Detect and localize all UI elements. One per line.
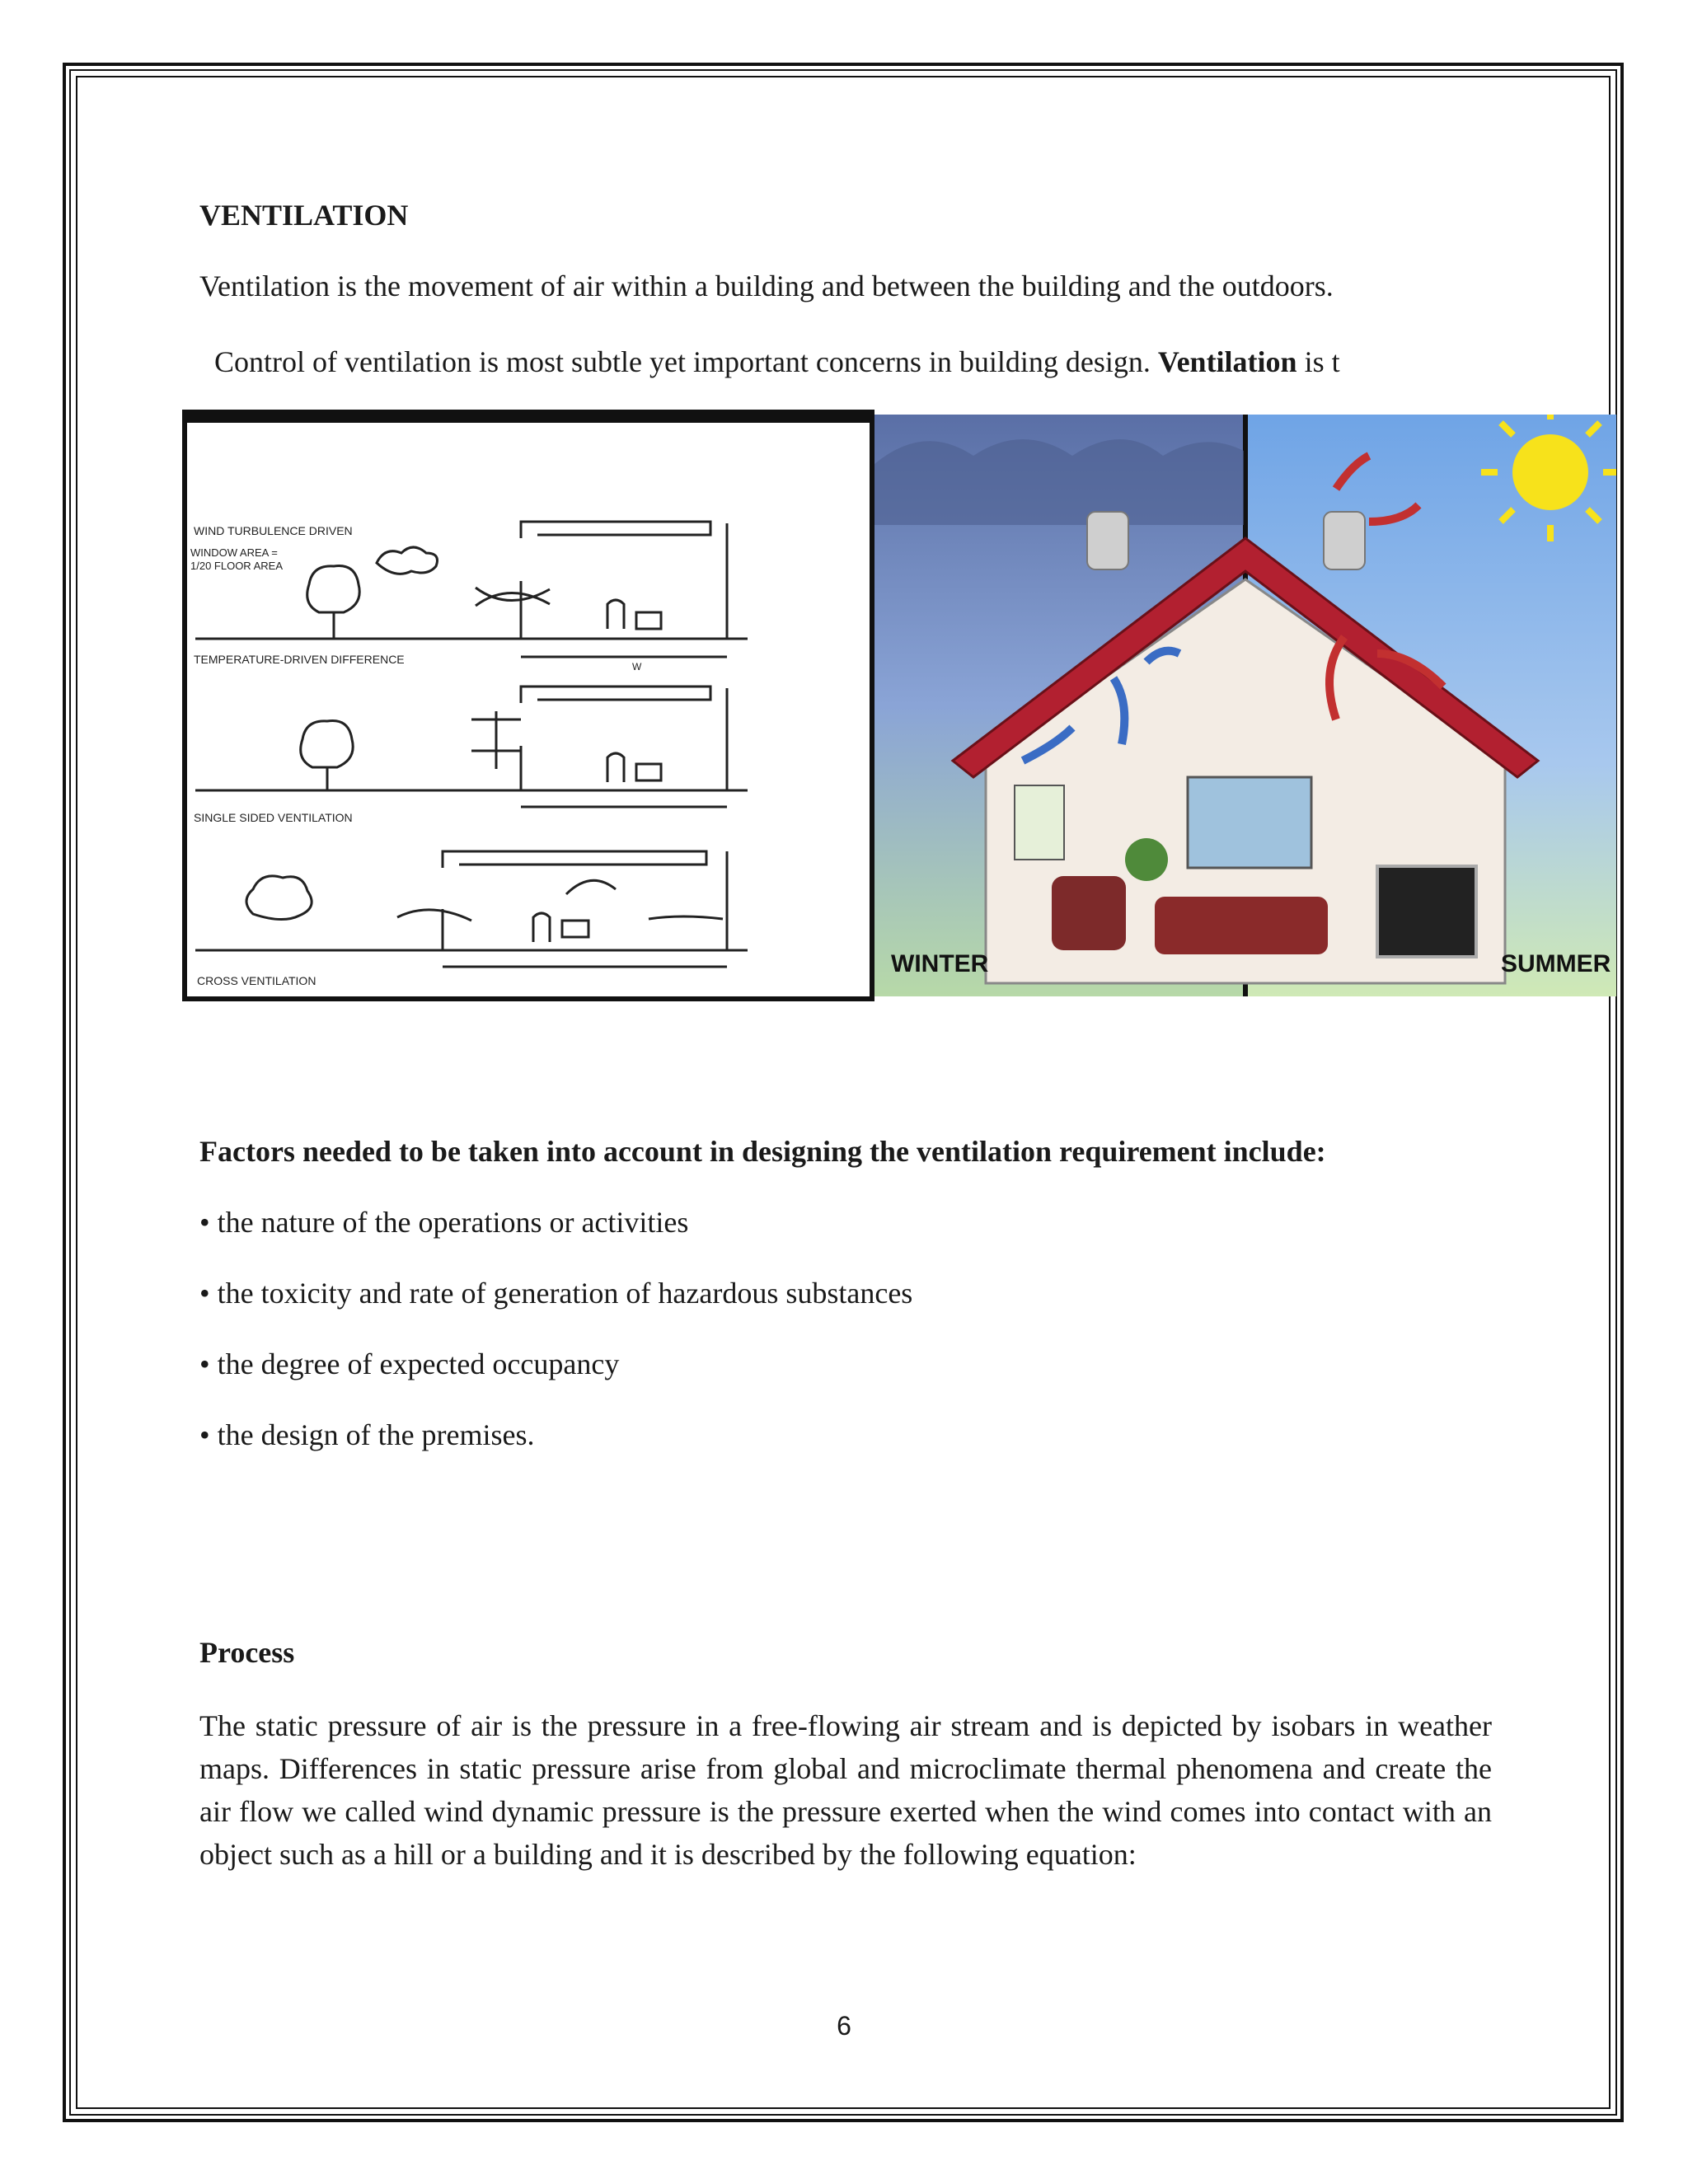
- sofa-icon: [1155, 897, 1328, 954]
- winter-summer-house-illustration: [874, 415, 1616, 996]
- factor-item-4: • the design of the premises.: [199, 1418, 535, 1451]
- house-illustration-svg: [874, 415, 1616, 996]
- tree-icon: [307, 565, 359, 612]
- process-paragraph: The static pressure of air is the pressure in a free-flowing air stream and is depicted by isobars in weather maps. Differences in static pressure arise from global and microclimate thermal phenomena and create the air flow we called wind dynamic pressure is the pressure exerted when the wind comes into contact with an object such as a hill or a building and it is described by the following equation:: [199, 1709, 1492, 1871]
- armchair-icon: [1052, 876, 1126, 950]
- control-text-cut: is t: [1296, 345, 1340, 378]
- cloud-icon: [377, 547, 438, 574]
- label-temperature-driven: TEMPERATURE-DRIVEN DIFFERENCE: [194, 653, 405, 666]
- summer-roof-vent-icon: [1324, 512, 1365, 569]
- factors-heading: Factors needed to be taken into account in designing the ventilation requirement include:: [199, 1135, 1326, 1168]
- label-floor-area: 1/20 FLOOR AREA: [190, 560, 283, 572]
- winter-label: WINTER: [891, 950, 989, 977]
- factor-item-3: • the degree of expected occupancy: [199, 1347, 620, 1380]
- section-title: VENTILATION: [199, 199, 409, 232]
- ventilation-types-svg: [187, 423, 870, 996]
- label-wind-turbulence: WIND TURBULENCE DRIVEN: [194, 524, 353, 537]
- label-window-area: WINDOW AREA =: [190, 546, 278, 559]
- control-bold-term: Ventilation: [1157, 345, 1297, 378]
- winter-roof-vent-icon: [1087, 512, 1128, 569]
- person-icon: [607, 600, 624, 629]
- wall-painting-icon: [1015, 785, 1064, 860]
- window-icon: [1188, 777, 1311, 868]
- fireplace-icon: [1377, 866, 1476, 957]
- control-paragraph: [214, 344, 1340, 379]
- ventilation-types-diagram: [182, 410, 874, 1001]
- intro-paragraph: Ventilation is the movement of air within a building and between the building and the outdoors.: [199, 269, 1334, 302]
- page-number: 6: [837, 2011, 851, 2041]
- label-cross-ventilation: CROSS VENTILATION: [197, 974, 316, 987]
- factor-item-2: • the toxicity and rate of generation of hazardous substances: [199, 1277, 913, 1310]
- w-mark-1: W: [632, 661, 642, 673]
- sun-icon: [1512, 434, 1588, 510]
- factor-item-1: • the nature of the operations or activities: [199, 1206, 689, 1239]
- summer-label: SUMMER: [1501, 950, 1611, 977]
- process-heading: Process: [199, 1636, 295, 1669]
- label-single-sided: SINGLE SIDED VENTILATION: [194, 811, 353, 824]
- plant-icon: [1125, 838, 1168, 881]
- control-text: Control of ventilation is most subtle yet important concerns in building design.: [214, 345, 1158, 378]
- winter-clouds: [874, 439, 1244, 525]
